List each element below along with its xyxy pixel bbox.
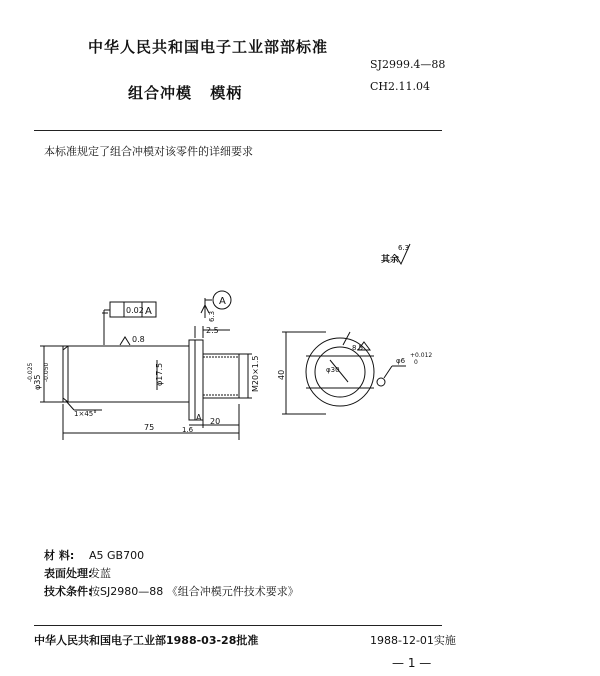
spec-technical-label: 技术条件: [44, 585, 93, 598]
thread-section [203, 354, 239, 398]
dim-phi30: φ30 [326, 366, 340, 374]
pin-hole [377, 378, 385, 386]
spec-surface-value: 发蓝 [89, 567, 111, 580]
spec-technical-value: 按SJ2980—88 《组合冲模元件技术要求》 [89, 585, 299, 598]
dim-d17-5: φ17.5 [155, 362, 164, 386]
roughness-small: 1.6 [182, 426, 194, 434]
dim-d35-tol-lower: -0.050 [43, 362, 50, 382]
intro-text: 本标准规定了组合冲模对该零件的详细要求 [44, 145, 253, 158]
shaft-body [63, 346, 189, 402]
dim-6-3: 6.3 [208, 310, 216, 322]
part-name: 组合冲模 模柄 [128, 84, 243, 102]
dim-m20: M20×1.5 [251, 355, 260, 392]
top-roughness-value: 0.8 [132, 335, 145, 344]
spec-material-value: A5 GB700 [89, 549, 145, 562]
dim-chamfer: 1×45° [74, 410, 97, 418]
dim-75: 75 [144, 423, 155, 432]
tolerance-value: 0.02 [126, 306, 144, 315]
dim-8-5: 8.5 [352, 344, 364, 352]
tolerance-datum: A [145, 306, 152, 317]
datum-a-label: A [219, 296, 226, 307]
dim-40: 40 [277, 369, 286, 380]
approval-text: 中华人民共和国电子工业部1988-03-28批准 [34, 634, 259, 647]
old-number: CH2.11.04 [370, 80, 430, 93]
flag-a: A [196, 413, 202, 422]
spec-surface-label: 表面处理: [44, 567, 93, 580]
spec-surface [44, 565, 111, 581]
flange [189, 340, 203, 420]
spec-material-label: 材 料: [44, 549, 75, 562]
dim-20: 20 [210, 417, 221, 426]
dim-d35-tol-upper: -0.025 [27, 362, 34, 382]
page-number: — 1 — [392, 656, 432, 670]
spec-technical [44, 583, 299, 599]
dim-phi6-tol-upper: +0.012 [410, 352, 433, 359]
roughness-value: 6.3 [398, 244, 410, 252]
standard-number: SJ2999.4—88 [370, 58, 446, 71]
effective-date: 1988-12-01实施 [370, 634, 456, 647]
dim-phi6-tol-lower: 0 [414, 359, 418, 366]
roughness-label: 其余 [381, 255, 400, 265]
dim-2-5: 2.5 [206, 326, 219, 335]
footer-rule [34, 625, 442, 626]
dim-d35: φ35 [33, 374, 42, 390]
dim-phi6: φ6 [396, 357, 406, 365]
spec-material [44, 547, 144, 563]
issuer-title: 中华人民共和国电子工业部部标准 [88, 38, 329, 56]
